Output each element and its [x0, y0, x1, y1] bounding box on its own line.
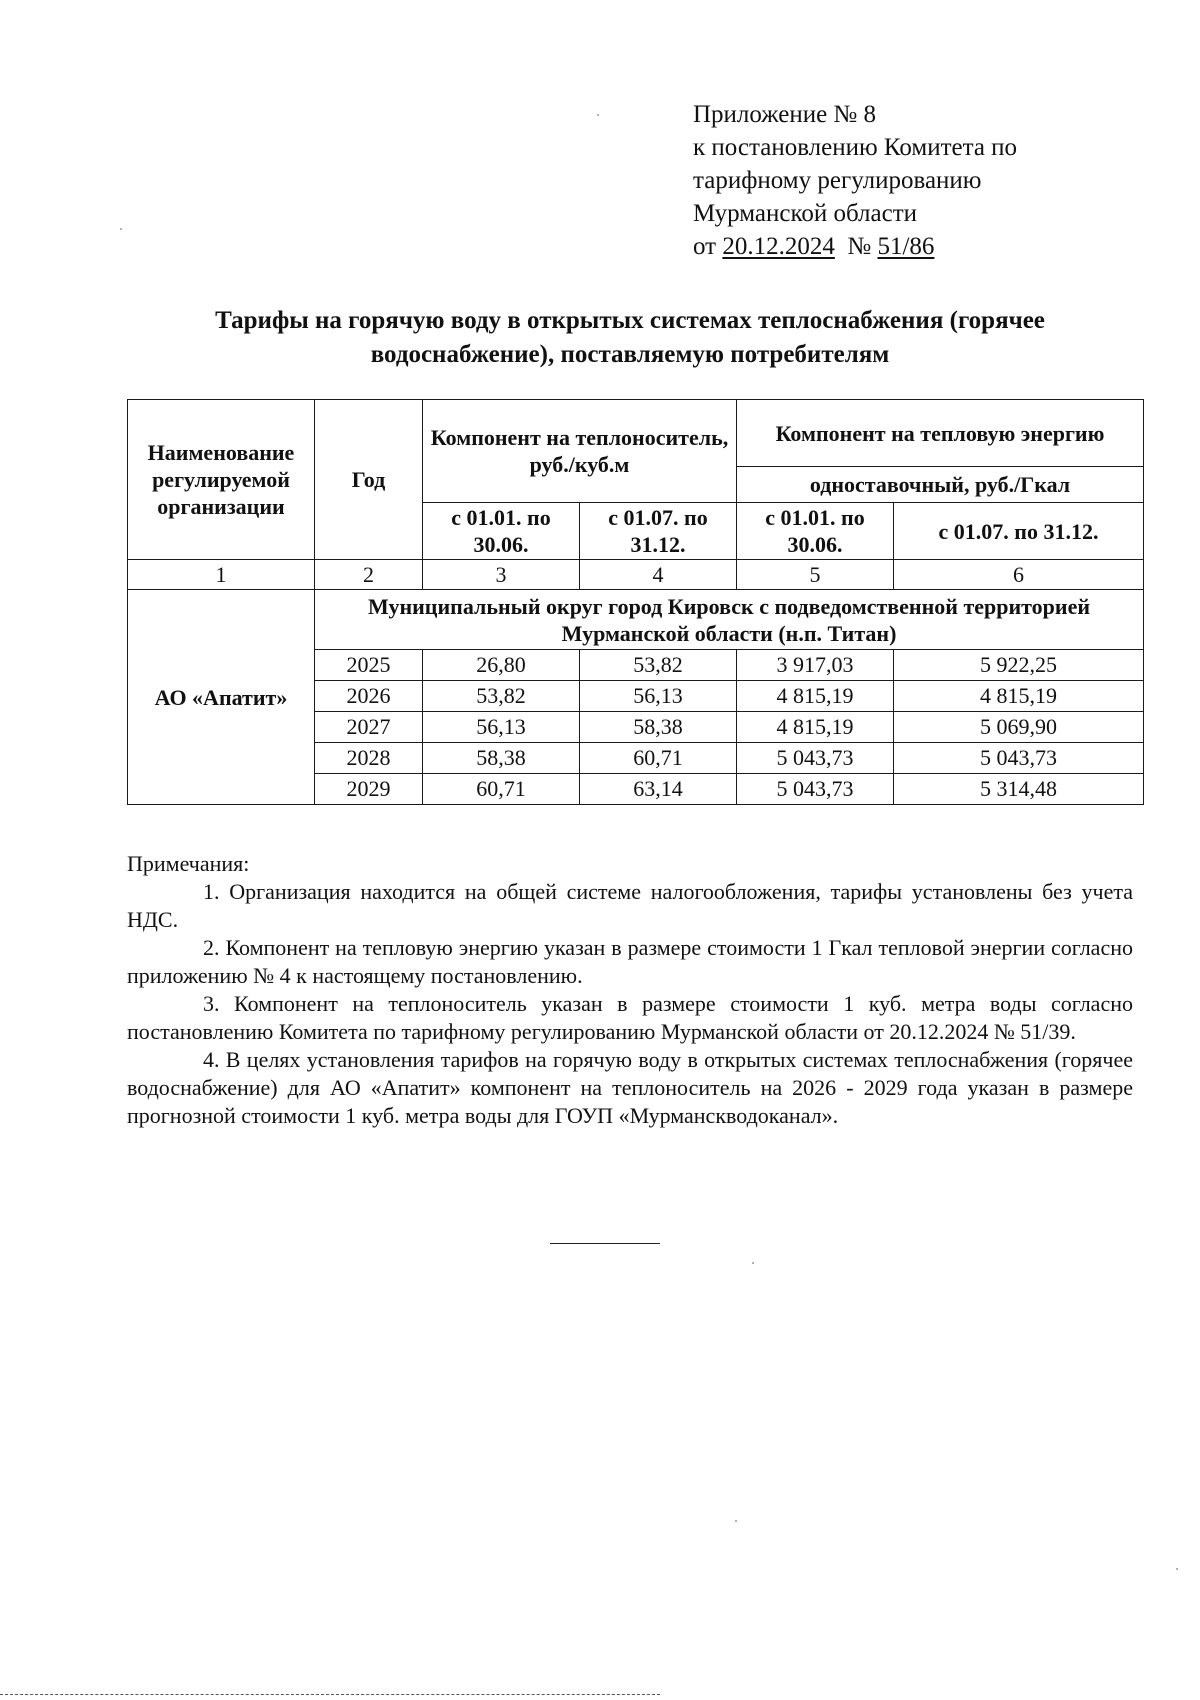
col-number-4: 4 — [580, 560, 737, 590]
scan-speck — [1176, 1568, 1178, 1570]
col-number-5: 5 — [737, 560, 894, 590]
carrier-h2: 53,82 — [580, 650, 737, 681]
scan-speck — [597, 114, 599, 116]
header-period-4: с 01.07. по 31.12. — [894, 503, 1144, 560]
carrier-h1: 53,82 — [423, 681, 580, 712]
appendix-line-1: Приложение № 8 — [693, 101, 877, 128]
energy-h2: 5 314,48 — [894, 774, 1144, 805]
carrier-h2: 63,14 — [580, 774, 737, 805]
header-org: Наименование регулируемой организации — [128, 400, 315, 560]
energy-h2: 4 815,19 — [894, 681, 1144, 712]
appendix-block — [693, 98, 1017, 263]
carrier-h2: 60,71 — [580, 743, 737, 774]
energy-h1: 3 917,03 — [737, 650, 894, 681]
col-number-3: 3 — [423, 560, 580, 590]
row-year: 2025 — [315, 650, 423, 681]
col-number-6: 6 — [894, 560, 1144, 590]
carrier-h1: 26,80 — [423, 650, 580, 681]
row-year: 2029 — [315, 774, 423, 805]
note-item-4: 4. В целях установления тарифов на горячую воду в открытых системах теплоснабжения (горячее водоснабжение) для АО «Апатит» компонент на теплоноситель на 2026 - 2029 года указан в размере прогнозной стоимости 1 куб. метра воды для ГОУП «Мурманскводоканал». — [127, 1047, 1133, 1128]
row-year: 2028 — [315, 743, 423, 774]
carrier-h2: 56,13 — [580, 681, 737, 712]
note-item-1: 1. Организация находится на общей системе налогообложения, тарифы установлены без учета НДС. — [127, 879, 1133, 932]
tariff-table — [127, 399, 1144, 805]
resolution-number: 51/86 — [877, 233, 935, 260]
scan-edge-line — [0, 1694, 660, 1695]
col-number-1: 1 — [128, 560, 315, 590]
carrier-h2: 58,38 — [580, 712, 737, 743]
header-period-2: с 01.07. по 31.12. — [580, 503, 737, 560]
energy-h1: 5 043,73 — [737, 774, 894, 805]
carrier-h1: 58,38 — [423, 743, 580, 774]
header-year: Год — [315, 400, 423, 560]
organization-name: АО «Апатит» — [128, 590, 315, 805]
appendix-date-line — [693, 230, 1017, 263]
header-period-1: с 01.01. по 30.06. — [423, 503, 580, 560]
appendix-line-2: к постановлению Комитета по — [693, 134, 1018, 161]
col-number-2: 2 — [315, 560, 423, 590]
note-item-3: 3. Компонент на теплоноситель указан в размере стоимости 1 куб. метра воды согласно постановлению Комитета по тарифному регулированию Мурманской области от 20.12.2024 № 51/39. — [127, 991, 1133, 1044]
closing-rule — [550, 1243, 660, 1244]
energy-h2: 5 043,73 — [894, 743, 1144, 774]
scan-speck — [120, 228, 122, 230]
header-energy-component: Компонент на тепловую энергию — [737, 400, 1144, 467]
appendix-line-3: тарифному регулированию — [693, 167, 982, 194]
territory-name: Муниципальный округ город Кировск с подведомственной территорией Мурманской области (н.п. Титан) — [315, 590, 1144, 650]
number-prefix: № — [847, 233, 872, 260]
resolution-date: 20.12.2024 — [722, 233, 835, 260]
title-line-2: водоснабжение), поставляемую потребителям — [370, 341, 890, 368]
row-year: 2027 — [315, 712, 423, 743]
carrier-h1: 60,71 — [423, 774, 580, 805]
carrier-h1: 56,13 — [423, 712, 580, 743]
row-year: 2026 — [315, 681, 423, 712]
energy-h1: 4 815,19 — [737, 712, 894, 743]
energy-h1: 4 815,19 — [737, 681, 894, 712]
header-carrier-component: Компонент на теплоноситель, руб./куб.м — [423, 400, 737, 503]
notes-section — [127, 850, 1133, 1130]
note-item-2: 2. Компонент на тепловую энергию указан в размере стоимости 1 Гкал тепловой энергии согласно приложению № 4 к настоящему постановлению. — [127, 935, 1133, 988]
scan-speck — [735, 1520, 737, 1522]
header-period-3: с 01.01. по 30.06. — [737, 503, 894, 560]
date-prefix: от — [693, 233, 717, 260]
energy-h1: 5 043,73 — [737, 743, 894, 774]
energy-h2: 5 922,25 — [894, 650, 1144, 681]
notes-heading: Примечания: — [127, 851, 250, 876]
title-line-1: Тарифы на горячую воду в открытых системах теплоснабжения (горячее — [215, 307, 1045, 334]
appendix-line-4: Мурманской области — [693, 200, 918, 227]
document-title — [130, 304, 1130, 372]
scan-speck — [752, 1262, 754, 1264]
energy-h2: 5 069,90 — [894, 712, 1144, 743]
header-single-rate: одноставочный, руб./Гкал — [737, 467, 1144, 503]
